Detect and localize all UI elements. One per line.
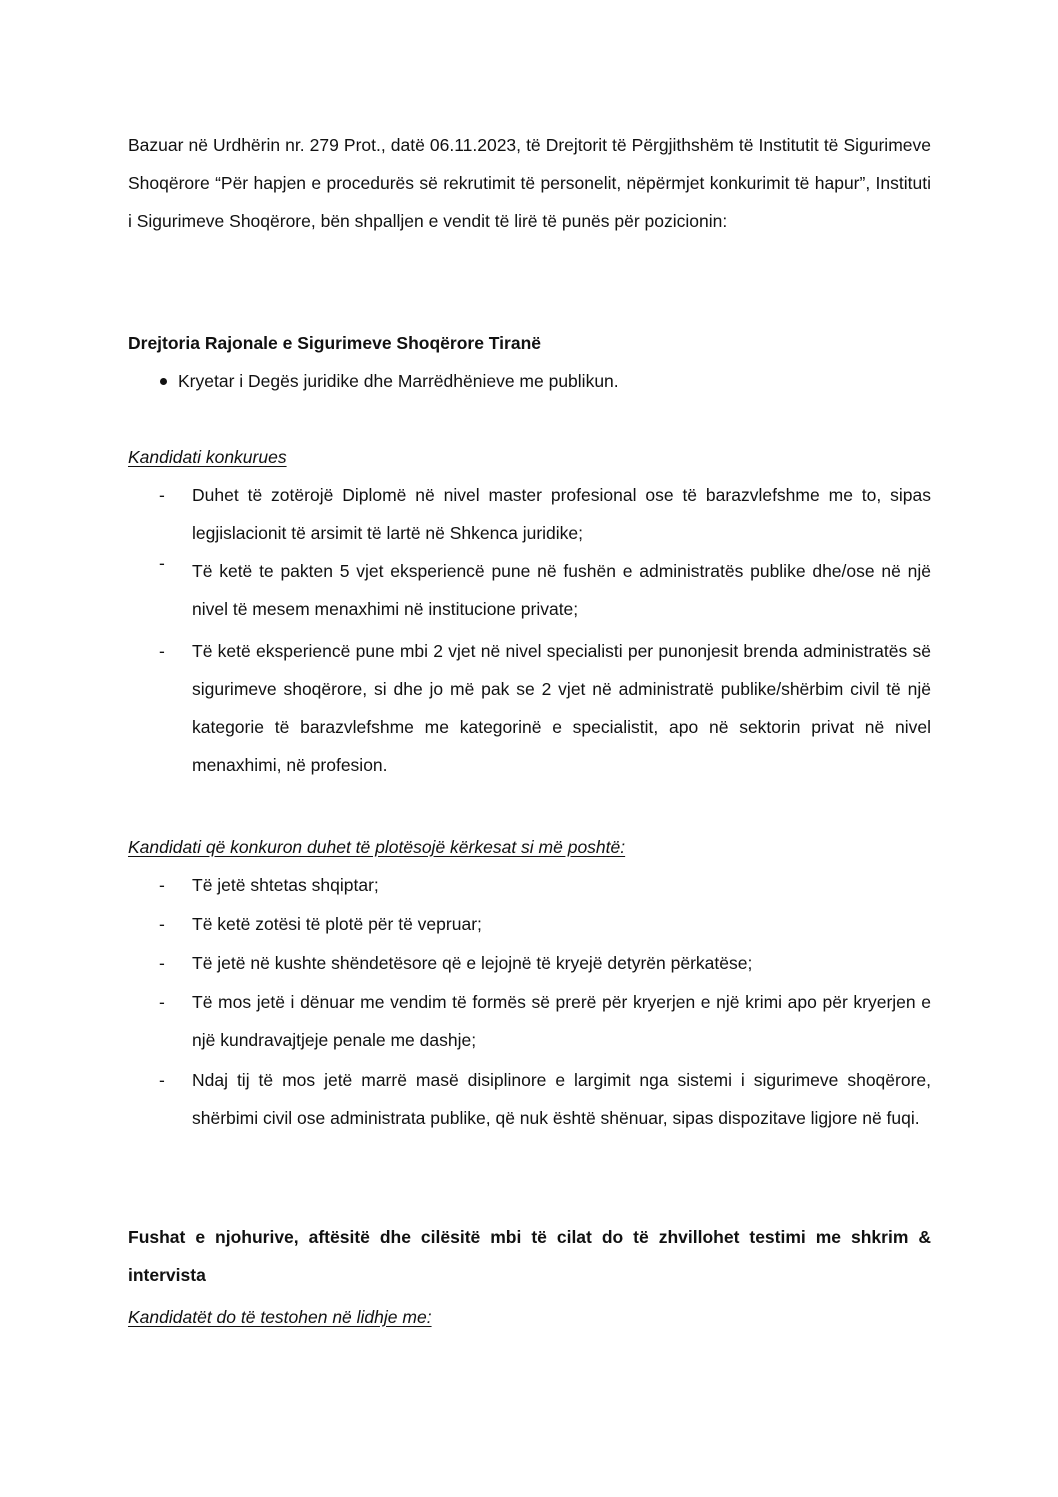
dash-marker: - (159, 914, 165, 934)
requirement-list-item (128, 905, 931, 943)
candidate-item-text: Të ketë te pakten 5 vjet eksperiencë pune në fushën e administratës publike dhe/ose në një nivel të mesem menaxhimi në institucione private; (192, 561, 931, 619)
dash-marker: - (159, 875, 165, 895)
requirements-section-title: Kandidati që konkuron duhet të plotësojë kërkesat si më poshtë: (128, 837, 626, 857)
requirement-list-item (128, 866, 931, 904)
dash-marker: - (159, 1070, 165, 1090)
requirement-item-text: Të jetë shtetas shqiptar; (192, 875, 379, 895)
requirement-list-item (128, 944, 931, 982)
candidate-list-item (128, 476, 931, 552)
requirement-item-text: Të ketë zotësi të plotë për të vepruar; (192, 914, 482, 934)
institution-heading: Drejtoria Rajonale e Sigurimeve Shoqërore Tiranë (128, 333, 542, 353)
requirement-list-item (128, 1061, 931, 1175)
requirement-item-text: Ndaj tij të mos jetë marrë masë disiplinore e largimit nga sistemi i sigurimeve shoqërore, shërbimi civil ose administrata publike, që nuk është shënuar, sipas dispozitave ligjore në fuqi. (192, 1070, 931, 1128)
intro-paragraph: Bazuar në Urdhërin nr. 279 Prot., datë 06.11.2023, të Drejtorit të Përgjithshëm të Institutit të Sigurimeve Shoqërore “Për hapjen e procedurës së rekrutimit të personelit, nëpërmjet konkurimit të hapur”, Instituti i Sigurimeve Shoqërore, bën shpalljen e vendit të lirë të punës për pozicionin: (128, 135, 931, 231)
requirement-item-text: Të mos jetë i dënuar me vendim të formës së prerë për kryerjen e një krimi apo për kryerjen e një kundravajtjeje penale me dashje; (192, 992, 931, 1050)
dash-marker: - (159, 992, 165, 1012)
candidate-list-item (128, 552, 931, 628)
position-title: Kryetar i Degës juridike dhe Marrëdhënieve me publikun. (178, 371, 619, 391)
candidate-item-text: Duhet të zotërojë Diplomë në nivel master profesional ose të barazvlefshme me to, sipas legjislacionit të arsimit të lartë në Shkenca juridike; (192, 485, 931, 543)
dash-marker: - (159, 953, 165, 973)
dash-marker: - (159, 485, 165, 505)
dash-marker: - (159, 553, 165, 573)
testing-section-title: Fushat e njohurive, aftësitë dhe cilësitë mbi të cilat do të zhvillohet testimi me shkrim & intervista (128, 1227, 931, 1285)
dash-marker: - (159, 641, 165, 661)
candidate-item-text: Të ketë eksperiencë pune mbi 2 vjet në nivel specialisti per punonjesit brenda administratës së sigurimeve shoqërore, si dhe jo më pak se 2 vjet në administratë publike/shërbim civil të një kategorie të barazvlefshme me kategorinë e specialistit, apo në sektorin privat në nivel menaxhimi, në profesion. (192, 641, 931, 775)
position-list-item (128, 362, 931, 400)
bullet-icon (160, 378, 167, 385)
candidate-section-title: Kandidati konkurues (128, 447, 287, 467)
requirement-list-item (128, 983, 931, 1059)
requirement-item-text: Të jetë në kushte shëndetësore që e lejojnë të kryejë detyrën përkatëse; (192, 953, 753, 973)
candidate-list-item (128, 632, 931, 784)
testing-section-subtitle: Kandidatët do të testohen në lidhje me: (128, 1307, 432, 1327)
